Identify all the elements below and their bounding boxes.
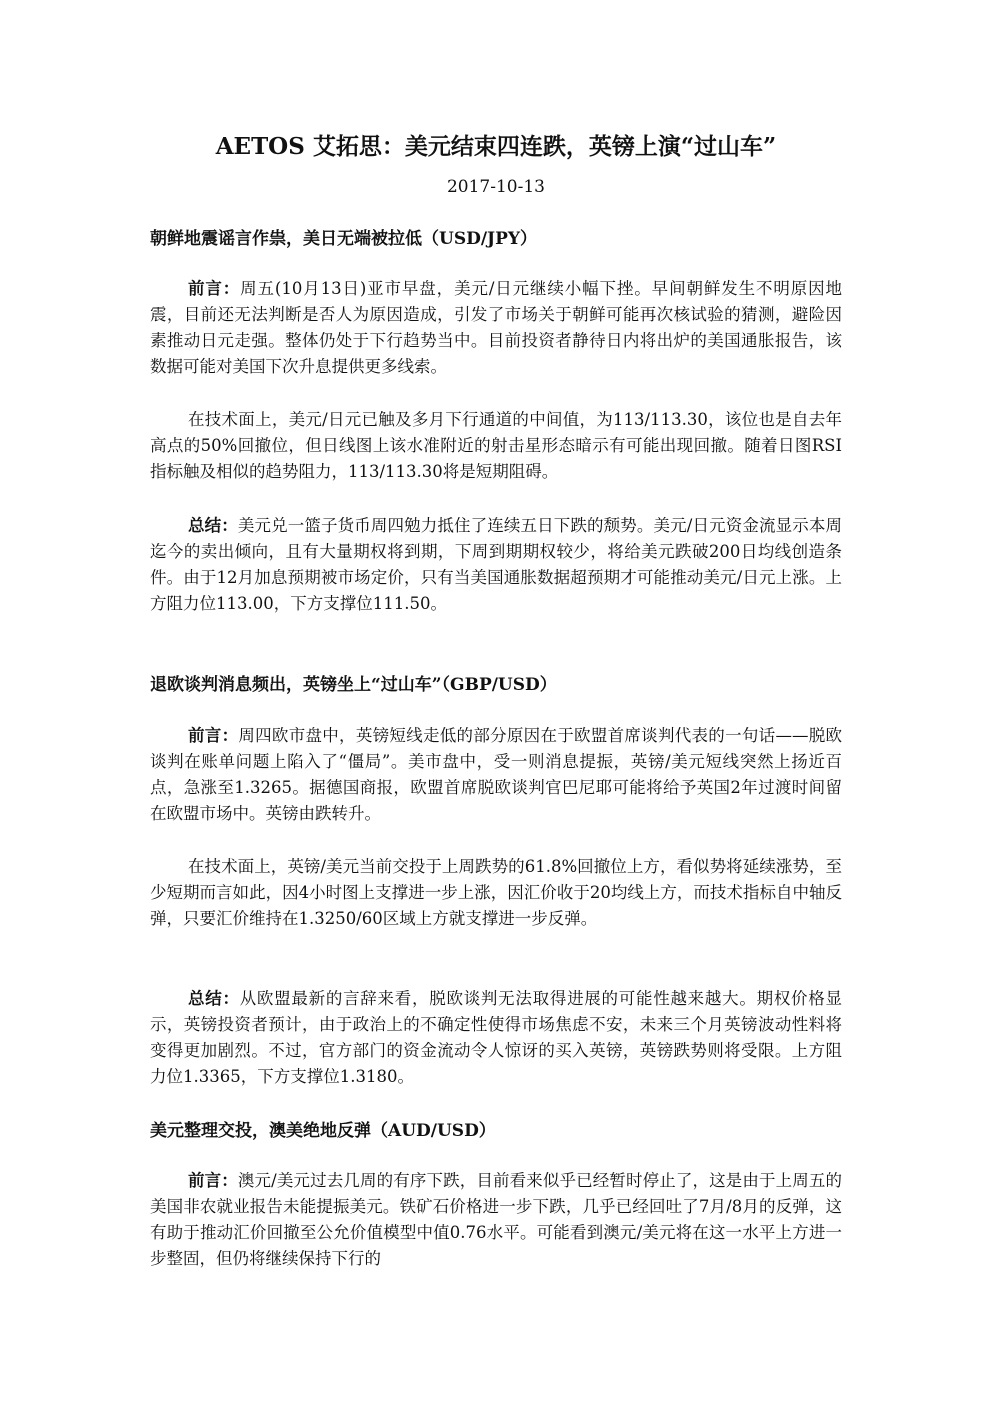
- section-usdjpy-preface: [150, 276, 842, 380]
- summary-text: 美元兑一篮子货币周四勉力抵住了连续五日下跌的颓势。美元/日元资金流显示本周迄今的卖出倾向，且有大量期权将到期，下周到期期权较少，将给美元跌破200日均线创造条件。由于12月加息预期被市场定价，只有当美国通胀数据超预期才可能推动美元/日元上涨。上方阻力位113.00，下方支撑位111.50。: [150, 516, 843, 613]
- section-heading-usdjpy: 朝鲜地震谣言作祟，美日无端被拉低（USD/JPY）: [150, 229, 538, 249]
- document-date: 2017-10-13: [446, 177, 545, 197]
- summary-label: 总结：: [188, 516, 238, 535]
- preface-label: 前言：: [188, 279, 241, 298]
- preface-text: 澳元/美元过去几周的有序下跌，目前看来似乎已经暂时停止了，这是由于上周五的美国非农就业报告未能提振美元。铁矿石价格进一步下跌，几乎已经回吐了7月/8月的反弹，这有助于推动汇价回撤至公允价值模型中值0.76水平。可能看到澳元/美元将在这一水平上方进一步整固，但仍将继续保持下行的: [150, 1171, 843, 1268]
- section-heading-gbpusd: 退欧谈判消息频出，英镑坐上“过山车”（GBP/USD）: [150, 675, 557, 695]
- section-audusd-preface: [150, 1168, 842, 1272]
- section-gbpusd-summary: [150, 986, 842, 1090]
- summary-text: 从欧盟最新的言辞来看，脱欧谈判无法取得进展的可能性越来越大。期权价格显示，英镑投资者预计，由于政治上的不确定性使得市场焦虑不安，未来三个月英镑波动性料将变得更加剧烈。不过，官方部门的资金流动令人惊讶的买入英镑，英镑跌势则将受限。上方阻力位1.3365，下方支撑位1.3180。: [150, 989, 843, 1086]
- section-usdjpy-technical: 在技术面上，美元/日元已触及多月下行通道的中间值，为113/113.30，该位也是自去年高点的50%回撤位，但日线图上该水准附近的射击星形态暗示有可能出现回撤。随着日图RSI指标触及相似的趋势阻力，113/113.30将是短期阻碍。: [150, 410, 842, 481]
- section-usdjpy-summary: [150, 513, 842, 617]
- preface-text: 周四欧市盘中，英镑短线走低的部分原因在于欧盟首席谈判代表的一句话——脱欧谈判在账单问题上陷入了“僵局”。美市盘中，受一则消息提振，英镑/美元短线突然上扬近百点，急涨至1.3265。据德国商报，欧盟首席脱欧谈判官巴尼耶可能将给予英国2年过渡时间留在欧盟市场中。英镑由跌转升。: [150, 726, 843, 823]
- section-gbpusd-technical: 在技术面上，英镑/美元当前交投于上周跌势的61.8%回撤位上方，看似势将延续涨势，至少短期而言如此，因4小时图上支撑进一步上涨，因汇价收于20均线上方，而技术指标自中轴反弹，只要汇价维持在1.3250/60区域上方就支撑进一步反弹。: [150, 857, 842, 928]
- preface-label: 前言：: [188, 726, 239, 745]
- document-title: AETOS 艾拓思：美元结束四连跌，英镑上演“过山车”: [215, 133, 777, 160]
- section-gbpusd-preface: [150, 723, 842, 827]
- summary-label: 总结：: [188, 989, 240, 1008]
- preface-label: 前言：: [188, 1171, 238, 1190]
- preface-text: 周五(10月13日)亚市早盘，美元/日元继续小幅下挫。早间朝鲜发生不明原因地震，目前还无法判断是否人为原因造成，引发了市场关于朝鲜可能再次核试验的猜测，避险因素推动日元走强。整体仍处于下行趋势当中。目前投资者静待日内将出炉的美国通胀报告，该数据可能对美国下次升息提供更多线索。: [150, 279, 842, 376]
- section-heading-audusd: 美元整理交投，澳美绝地反弹（AUD/USD）: [150, 1121, 496, 1141]
